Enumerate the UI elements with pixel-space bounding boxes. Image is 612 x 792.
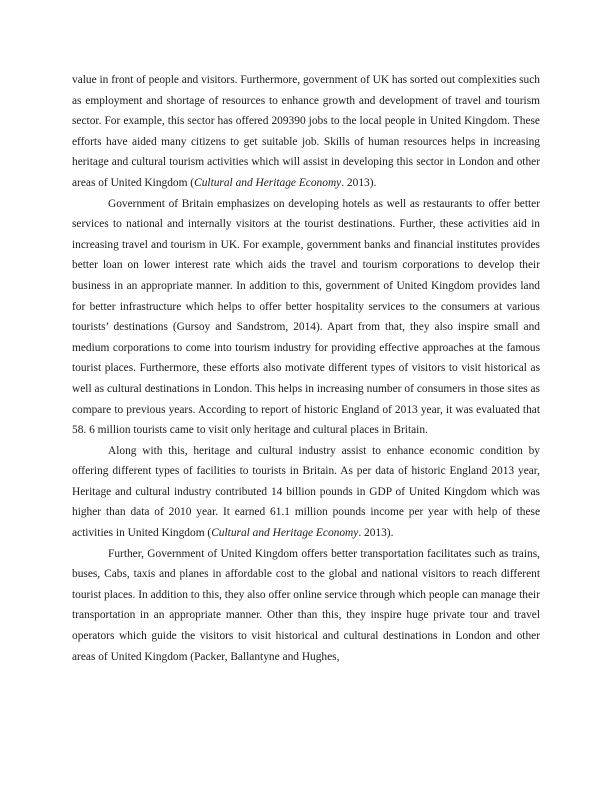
body-text [72,70,540,667]
paragraph-3-tail: . 2013). [358,527,394,540]
paragraph-3 [72,441,540,544]
citation-title: Cultural and Heritage Economy [194,176,342,189]
paragraph-1 [72,70,540,194]
citation-title: Cultural and Heritage Economy [211,527,359,540]
paragraph-3-text: Along with this, heritage and cultural industry assist to enhance economic condition by offering different types of facilities to tourists in Britain. As per data of historic England 2013 year, Heritage and cultural industry contributed 14 billion pounds in GDP of United Kingdom which was higher than data of 2010 year. It earned 61.1 million pounds income per year with help of these activities in United Kingdom ( [72,444,540,540]
paragraph-2 [72,194,540,441]
paragraph-1-tail: . 2013). [341,176,377,189]
paragraph-4-text: Further, Government of United Kingdom offers better transportation facilitates such as trains, buses, Cabs, taxis and planes in affordable cost to the global and national visitors to reach different tourist places. In addition to this, they also offer online service through which people can manage their transportation in an appropriate manner. Other than this, they inspire huge private tour and travel operators which guide the visitors to visit historical and cultural destinations in London and other areas of United Kingdom (Packer, Ballantyne and Hughes, [72,547,540,663]
paragraph-4 [72,544,540,668]
paragraph-2-text: Government of Britain emphasizes on developing hotels as well as restaurants to offer better services to national and internally visitors at the tourist destinations. Further, these activities aid in increasing travel and tourism in UK. For example, government banks and financial institutes provides better loan on lower interest rate which aids the travel and tourism corporations to develop their business in an appropriate manner. In addition to this, government of United Kingdom provides land for better infrastructure which helps to offer better hospitality services to the consumers at various tourists’ destinations (Gursoy and Sandstrom, 2014). Apart from that, they also inspire small and medium corporations to come into tourism industry for providing effective approaches at the famous tourist places. Furthermore, these efforts also motivate different types of visitors to visit historical as well as cultural destinations in London. This helps in increasing number of consumers in those sites as compare to previous years. According to report of historic England of 2013 year, it was evaluated that 58. 6 million tourists came to visit only heritage and cultural places in Britain. [72,197,540,437]
paragraph-1-text: value in front of people and visitors. Furthermore, government of UK has sorted out complexities such as employment and shortage of resources to enhance growth and development of travel and tourism sector. For example, this sector has offered 209390 jobs to the local people in United Kingdom. These efforts have aided many citizens to get suitable job. Skills of human resources helps in increasing heritage and cultural tourism activities which will assist in developing this sector in London and other areas of United Kingdom ( [72,74,540,189]
